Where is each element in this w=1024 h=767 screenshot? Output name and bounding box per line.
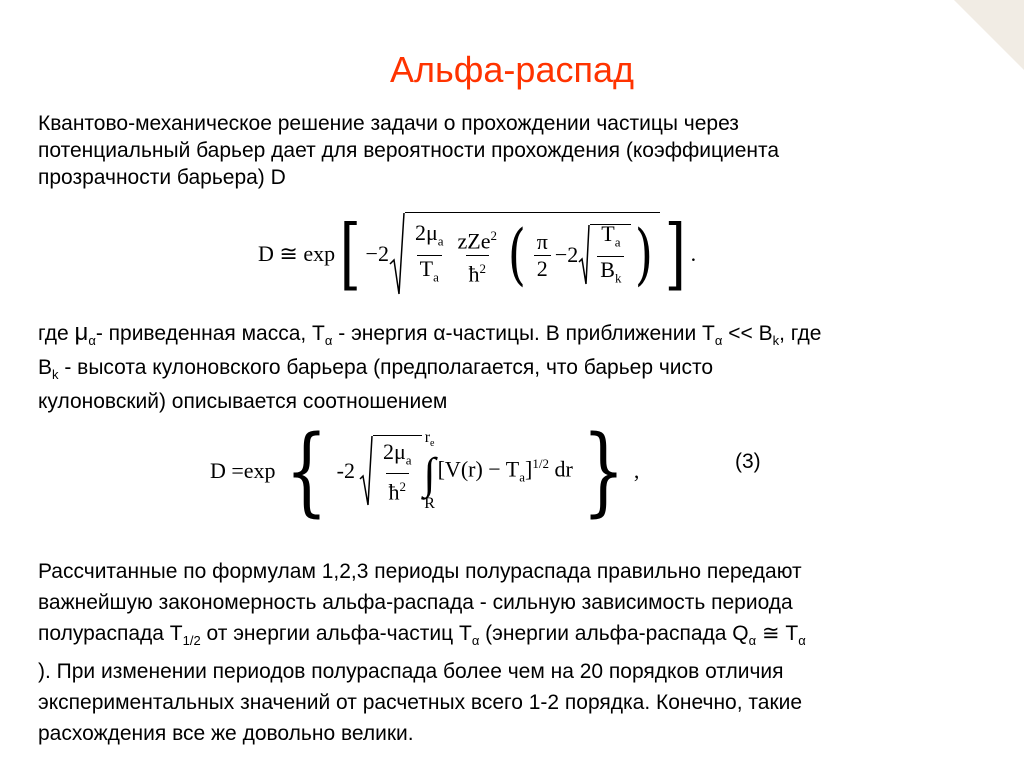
integral-sign: $r_e$ ∫ R xyxy=(423,428,436,513)
formula1-lhs: D ≅ exp xyxy=(258,241,336,266)
definitions-line-1: где $\mu_\alpha-$ приведенная масса, $T_\alpha$ - энергия α-частицы. В приближении $T_\alpha << B_k$, где xyxy=(38,319,822,349)
slide-title: Альфа-распад xyxy=(390,49,634,90)
formula1-fraction-ratio: $\frac{T_a}{B_k}$ xyxy=(597,221,624,291)
intro-line-3: прозрачности барьера) D xyxy=(38,166,286,189)
formula1-minus2: −2 xyxy=(365,241,389,266)
conclusion-line-6: расхождения все же довольно велики. xyxy=(38,722,414,746)
formula2-integrand: $[V(r) - T_a]^{1/2}$ dr xyxy=(437,456,573,485)
formula-transparency-integral xyxy=(210,415,640,527)
conclusion-line-5: экспериментальных значений от расчетных всего 1-2 порядка. Конечно, такие xyxy=(38,691,803,715)
conclusion-line-4: ). При изменении периодов полураспада более чем на 20 порядков отличия xyxy=(38,660,784,684)
formula1-fraction-pi: $\frac{\pi}{2}$ xyxy=(534,229,551,282)
intro-line-2: потенциальный барьер дает для вероятности прохождения (коэффициента xyxy=(38,139,780,162)
formula-transparency-exact xyxy=(258,205,696,303)
formula1-left-paren: ( xyxy=(507,216,526,293)
formula1-right-bracket: ] xyxy=(664,209,687,299)
formula2-lhs: D =exp xyxy=(210,458,276,483)
conclusion-line-1: Рассчитанные по формулам 1,2,3 периоды полураспада правильно передают xyxy=(38,560,802,583)
formula2-comma: , xyxy=(633,458,640,483)
formula2-minus2: -2 xyxy=(336,458,355,483)
integral-lower-limit: R xyxy=(424,495,435,513)
formula1-outer-sqrt xyxy=(389,212,660,296)
formula2-left-brace: { xyxy=(284,415,328,527)
formula1-fraction-mass: $\frac{2\mu_a}{T_a}$ xyxy=(412,220,447,290)
formula1-left-bracket: [ xyxy=(339,209,361,299)
conclusion-line-3: полураспада $T_{1/2}$ от энергии альфа-частиц $T_\alpha$ (энергии альфа-распада $Q_\alpha$ ≅ $T_\alpha$ xyxy=(38,622,806,649)
formula1-fraction-charge: $\frac{zZe^2}{ħ^2}$ xyxy=(457,228,497,286)
mu-symbol: μ xyxy=(74,319,89,346)
conclusion-line-2: важнейшую закономерность альфа-распада - сильную зависимость периода xyxy=(38,591,793,614)
formula1-dot: . xyxy=(690,241,697,266)
formula1-inner-sqrt xyxy=(578,221,631,286)
definitions-line-2: $B_k$ - высота кулоновского барьера (предполагается, что барьер чисто xyxy=(38,356,714,383)
formula1-minus2-inner: −2 xyxy=(554,242,579,267)
formula1-right-paren: ) xyxy=(635,216,654,293)
intro-line-1: Квантово-механическое решение задачи о прохождении частицы через xyxy=(38,112,739,135)
equation-number: (3) xyxy=(735,450,761,473)
formula2-fraction: $\frac{2\mu_a}{ħ^2}$ xyxy=(382,438,412,505)
definitions-paragraph xyxy=(38,319,821,415)
intro-paragraph xyxy=(38,110,779,191)
formula2-right-brace: } xyxy=(581,415,625,527)
formula2-sqrt xyxy=(359,435,422,507)
integral-upper-limit: $r_e$ xyxy=(424,428,435,450)
conclusion-paragraph xyxy=(38,556,806,749)
definitions-line-3: кулоновский) описывается соотношением xyxy=(38,390,448,414)
